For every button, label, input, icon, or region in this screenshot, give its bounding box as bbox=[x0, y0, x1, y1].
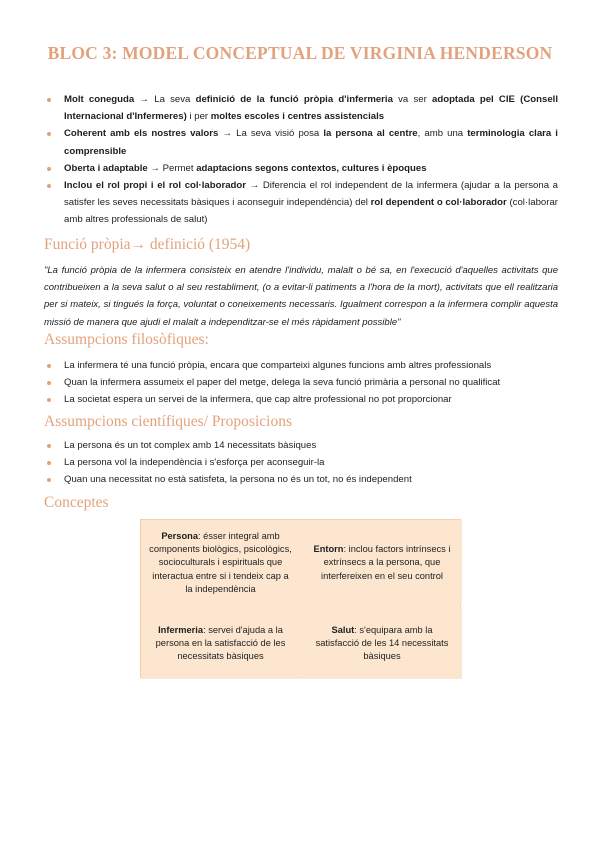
item-strong: Molt coneguda → bbox=[64, 94, 155, 105]
item-text: (col·laborar amb altres professionals de salut) bbox=[64, 197, 558, 226]
concept-cell-salut bbox=[302, 608, 462, 679]
item-text: va ser bbox=[392, 94, 433, 105]
item-text: i per bbox=[186, 111, 211, 123]
list-item bbox=[44, 391, 558, 408]
item-text: La societat espera un servei de la infermera, que cap altre professional no pot proporcionar bbox=[64, 394, 452, 406]
concept-definition: : servei d'ajuda a la persona en la satisfacció de les necessitats bàsiques bbox=[155, 624, 286, 662]
concept-cell-entorn bbox=[302, 520, 462, 606]
concept-definition: : s'equipara amb la satisfacció de les 14 necessitats bàsiques bbox=[315, 624, 449, 662]
item-text: La persona és un tot complex amb 14 necessitats bàsiques bbox=[64, 440, 317, 451]
item-strong: adaptacions segons contextos, cultures i èpoques bbox=[196, 162, 427, 174]
concept-cell-infermeria bbox=[141, 608, 300, 679]
item-text: → La seva visió posa bbox=[218, 128, 324, 140]
list-item bbox=[44, 471, 558, 488]
concept-term: Entorn bbox=[313, 544, 344, 555]
list-item bbox=[44, 357, 558, 374]
item-strong: Coherent amb els nostres valors bbox=[64, 128, 219, 140]
concept-term: Infermeria bbox=[158, 624, 204, 635]
bullet-icon bbox=[47, 184, 51, 188]
section-heading-cientifiques: Assumpcions científiques/ Proposicions bbox=[44, 413, 292, 430]
item-strong: terminologia clara i comprensible bbox=[64, 128, 558, 157]
list-item bbox=[44, 437, 558, 454]
bullet-icon bbox=[47, 167, 51, 171]
item-text: Quan una necessitat no està satisfeta, la persona no és un tot, no és independent bbox=[64, 474, 412, 486]
item-strong: moltes escoles i centres assistencials bbox=[210, 111, 385, 123]
concept-cell-persona bbox=[141, 520, 300, 606]
list-item bbox=[44, 125, 558, 159]
definition-quote: "La funció pròpia de la infermera consisteix en atendre l'individu, malalt o bé sa, en l'execució d'aquelles activitats que contribueixen a la seva salut o al seu restabliment, (o a evitar-li patiments a l'hora de la mort), activitats que ell realitzaria per si mateix, si tingués la força, voluntat o coneixements necessaris. Igualment correspon a la infermera complir aquesta missió de manera que ajudi el malalt a independitzar-se el més ràpidament possible" bbox=[44, 265, 558, 328]
list-item bbox=[44, 177, 558, 229]
bullet-icon bbox=[47, 444, 51, 448]
concept-definition: : inclou factors intrínsecs i extrínsecs a la persona, que interfereixen en el seu control bbox=[321, 544, 451, 581]
bullet-icon bbox=[47, 478, 51, 482]
list-item bbox=[44, 454, 558, 471]
concept-definition: : ésser integral amb components biològics, psicològics, socioculturals i espirituals que interactua entre si i tendeix cap a la independència bbox=[149, 530, 292, 594]
list-item bbox=[44, 91, 558, 125]
item-strong: rol dependent o col·laborador bbox=[370, 197, 507, 209]
intro-list bbox=[44, 91, 558, 229]
item-strong: la persona al centre bbox=[323, 128, 418, 140]
item-text: La infermera té una funció pròpia, encara que comparteixi algunes funcions amb altres professionals bbox=[64, 360, 492, 371]
bullet-icon bbox=[47, 381, 51, 385]
section-heading-conceptes: Conceptes bbox=[44, 494, 109, 511]
bullet-icon bbox=[47, 398, 51, 402]
item-text: La seva bbox=[154, 94, 196, 105]
item-text: → Diferencia el rol independent de la infermera (ajudar a la persona a satisfer les seves necessitats bàsiques i aconseguir independència) del bbox=[64, 180, 559, 209]
item-strong: Oberta i adaptable bbox=[64, 162, 148, 174]
item-text: La persona vol la independència i s'esforça per aconseguir-la bbox=[64, 457, 325, 469]
item-text: , amb una bbox=[417, 128, 468, 140]
item-strong: definició de la funció pròpia d'infermeria bbox=[195, 94, 393, 105]
cientifiques-list bbox=[44, 437, 558, 489]
list-item bbox=[44, 374, 558, 391]
bullet-icon bbox=[47, 132, 51, 136]
item-strong: Inclou el rol propi i el rol col·laborador bbox=[64, 180, 246, 192]
bullet-icon bbox=[47, 461, 51, 465]
filosofiques-list bbox=[44, 357, 558, 409]
page-title: BLOC 3: MODEL CONCEPTUAL DE VIRGINIA HENDERSON bbox=[47, 43, 553, 63]
section-heading-filosofiques: Assumpcions filosòfiques: bbox=[44, 331, 209, 348]
item-text: → Permet bbox=[147, 162, 197, 174]
section-heading-funcio: Funció pròpia→ definició (1954) bbox=[44, 236, 251, 253]
list-item bbox=[44, 160, 558, 177]
concepts-table bbox=[140, 519, 461, 678]
bullet-icon bbox=[47, 364, 51, 368]
item-strong: adoptada pel CIE (Consell Internacional d'Infermeres) bbox=[64, 94, 558, 123]
item-text: Quan la infermera assumeix el paper del metge, delega la seva funció primària a personal no qualificat bbox=[64, 377, 501, 389]
bullet-icon bbox=[47, 98, 51, 102]
concept-term: Persona bbox=[161, 530, 199, 541]
concept-term: Salut bbox=[331, 624, 355, 635]
